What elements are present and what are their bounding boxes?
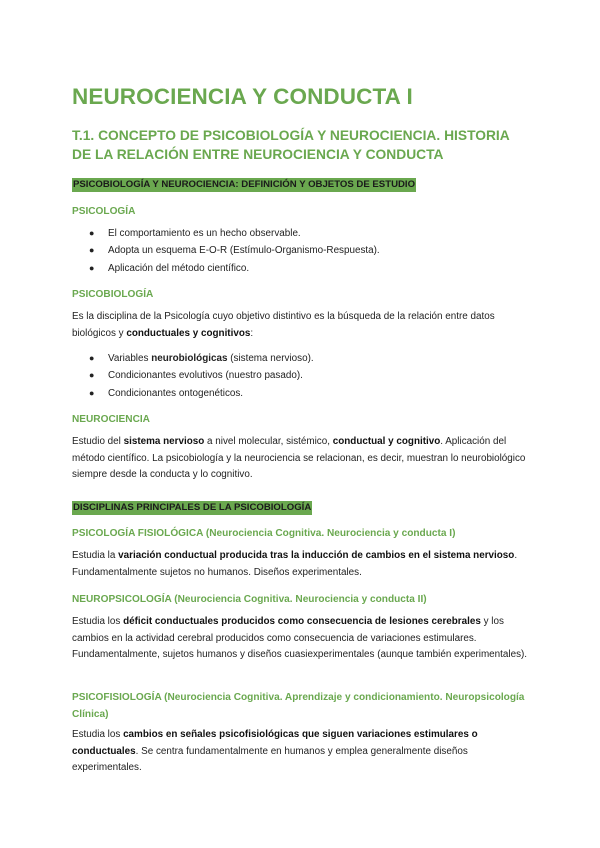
- bullet-icon: ●: [89, 387, 95, 398]
- page-title: NEUROCIENCIA Y CONDUCTA I: [72, 84, 413, 109]
- bullet-icon: ●: [89, 262, 95, 273]
- psicologia-list: [72, 225, 380, 277]
- neuropsicologia-paragraph: Estudia los déficit conductuales producidos como consecuencia de lesiones cerebrales y los cambios en la actividad cerebral producidos como consecuencia de variaciones estimulares. Fundamentalmente, sujetos humanos y diseños cuasiexperimentales (aunque también experimentales).: [72, 616, 528, 660]
- fisiologica-paragraph: Estudia la variación conductual producida tras la inducción de cambios en el sistema nervioso. Fundamentalmente sujetos no humanos. Diseños experimentales.: [72, 550, 518, 578]
- subheading-psicologia-fisiologica: PSICOLOGÍA FISIOLÓGICA (Neurociencia Cognitiva. Neurociencia y conducta I): [72, 528, 456, 539]
- psicobiologia-list: [72, 350, 314, 402]
- list-item: ● Condicionantes evolutivos (nuestro pasado).: [72, 367, 314, 384]
- subheading-psicofisiologia: PSICOFISIOLOGÍA (Neurociencia Cognitiva. Aprendizaje y condicionamiento. Neuropsicología Clínica): [72, 692, 525, 720]
- bullet-icon: ●: [89, 228, 95, 238]
- section-heading-disciplinas: DISCIPLINAS PRINCIPALES DE LA PSICOBIOLOGÍA: [73, 502, 312, 513]
- topic-title: T.1. CONCEPTO DE PSICOBIOLOGÍA Y NEUROCIENCIA. HISTORIA DE LA RELACIÓN ENTRE NEUROCIENCIA Y CONDUCTA: [72, 128, 510, 162]
- bullet-icon: ●: [89, 370, 95, 381]
- subheading-neurociencia: NEUROCIENCIA: [72, 414, 150, 425]
- subheading-psicobiologia: PSICOBIOLOGÍA: [72, 289, 154, 300]
- list-item: ● Adopta un esquema E-O-R (Estímulo-Organismo-Respuesta).: [72, 242, 380, 259]
- psicobiologia-paragraph: Es la disciplina de la Psicología cuyo objetivo distintivo es la búsqueda de la relación entre datos biológicos y conductuales y cognitivos:: [72, 311, 495, 339]
- list-item: ● Variables neurobiológicas (sistema nervioso).: [72, 350, 314, 367]
- bullet-icon: ●: [89, 245, 95, 256]
- neurociencia-paragraph: Estudio del sistema nervioso a nivel molecular, sistémico, conductual y cognitivo. Aplicación del método científico. La psicobiología y la neurociencia se relacionan, es decir, muestran lo neurobiológico siempre desde la conducta y lo cognitivo.: [72, 436, 526, 480]
- bullet-icon: ●: [89, 353, 95, 363]
- subheading-psicologia: PSICOLOGÍA: [72, 206, 136, 217]
- section-heading-definicion: PSICOBIOLOGÍA Y NEUROCIENCIA: DEFINICIÓN Y OBJETOS DE ESTUDIO: [73, 179, 416, 190]
- list-item: ● Aplicación del método científico.: [72, 260, 380, 277]
- psicofisiologia-paragraph: Estudia los cambios en señales psicofisiológicas que siguen variaciones estimulares o conductuales. Se centra fundamentalmente en humanos y emplea generalmente diseños experimentales.: [72, 729, 478, 773]
- list-item: ● El comportamiento es un hecho observable.: [72, 225, 380, 242]
- list-item: ● Condicionantes ontogenéticos.: [72, 385, 314, 402]
- subheading-neuropsicologia: NEUROPSICOLOGÍA (Neurociencia Cognitiva. Neurociencia y conducta II): [72, 594, 427, 605]
